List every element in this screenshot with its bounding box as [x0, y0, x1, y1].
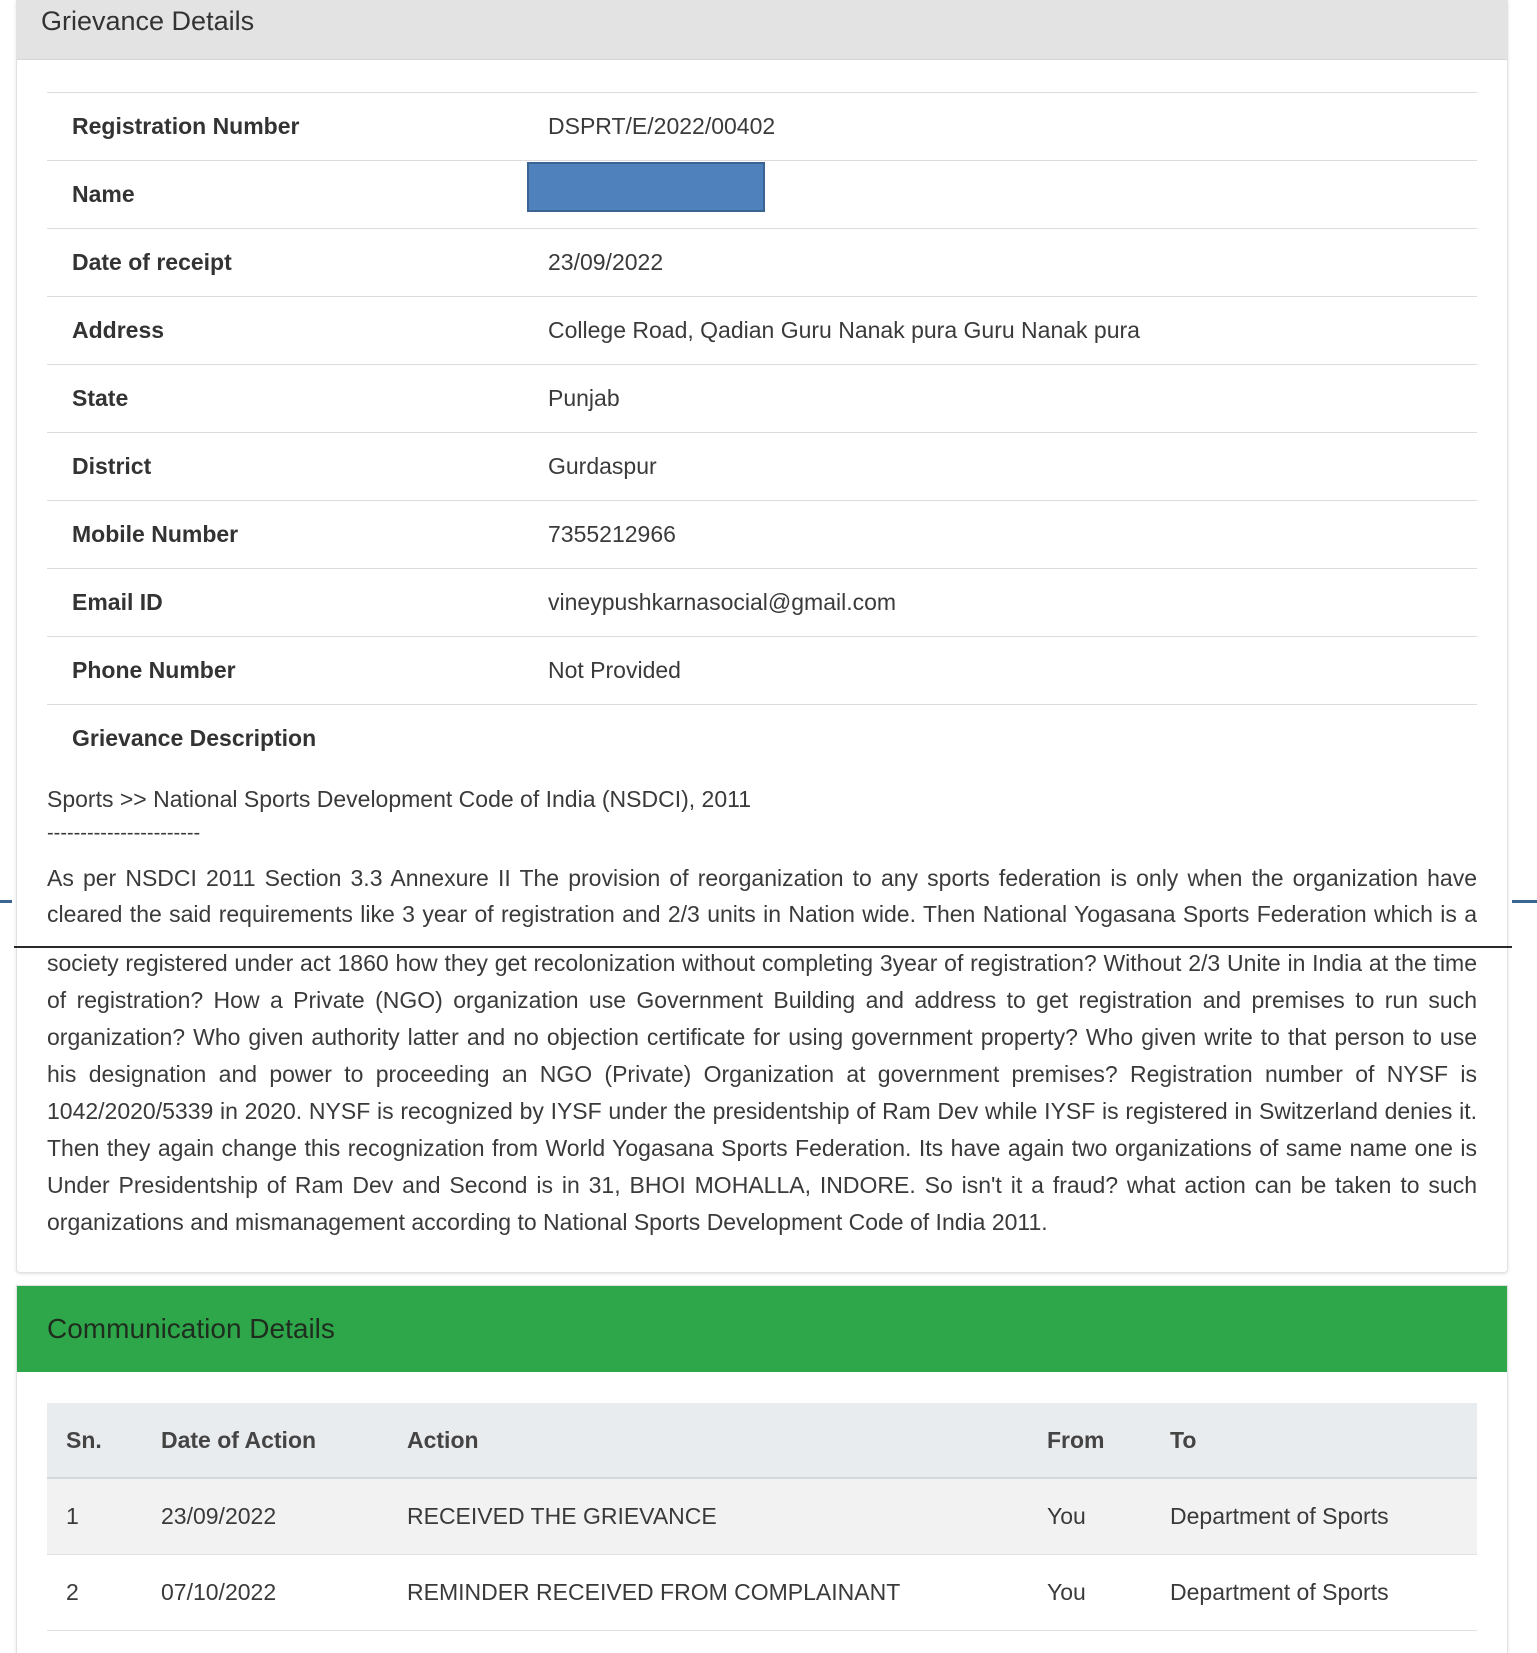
mobile-number-label: Mobile Number [72, 521, 239, 547]
edge-marker-left [0, 900, 12, 903]
name-label: Name [72, 181, 135, 207]
cell-from: You [1047, 1503, 1086, 1529]
row-email-id [47, 569, 1477, 637]
state-value: Punjab [548, 385, 620, 411]
row-mobile-number [47, 501, 1477, 569]
phone-number-value: Not Provided [548, 657, 681, 683]
cell-from: You [1047, 1579, 1086, 1605]
cell-sn: 1 [66, 1503, 79, 1529]
description-separator: ----------------------- [47, 822, 201, 844]
cell-action: REMINDER RECEIVED FROM COMPLAINANT [407, 1579, 901, 1605]
cell-date-of-action: 23/09/2022 [161, 1503, 277, 1529]
row-phone-number [47, 637, 1477, 705]
email-id-label: Email ID [72, 589, 163, 615]
row-state [47, 365, 1477, 433]
communication-table [47, 1403, 1477, 1631]
date-of-receipt-label: Date of receipt [72, 249, 232, 275]
screenshot-splice-line [14, 946, 1512, 948]
date-of-receipt-value: 23/09/2022 [548, 249, 664, 275]
email-id-value: vineypushkarnasocial@gmail.com [548, 589, 897, 615]
district-label: District [72, 453, 152, 479]
cell-action: RECEIVED THE GRIEVANCE [407, 1503, 717, 1529]
communication-details-header [17, 1286, 1507, 1372]
cell-to: Department of Sports [1170, 1503, 1389, 1529]
row-grievance-description [47, 705, 1477, 771]
district-value: Gurdaspur [548, 453, 657, 479]
table-row [47, 1479, 1477, 1555]
address-value: College Road, Qadian Guru Nanak pura Guru Nanak pura [548, 317, 1140, 343]
column-header-to: To [1170, 1426, 1197, 1453]
table-row [47, 1555, 1477, 1631]
grievance-description-text-lower: society registered under act 1860 how they get recolonization without completing 3year of registration? Without 2/3 Unite in India at the time of registration? How a Private (NGO) organization use Government Building and address to get registration and premises to run such organization? Who given authority latter and no objection certificate for using government property? Who given write to that person to use his designation and power to proceeding an NGO (Private) Organization at government premises? Registration number of NYSF is 1042/2020/5339 in 2020. NYSF is recognized by IYSF under the presidentship of Ram Dev while IYSF is registered in Switzerland denies it. Then they again change this recognization from World Yogasana Sports Federation. Its have again two organizations of same name one is Under Presidentship of Ram Dev and Second is in 31, BHOI MOHALLA, INDORE. So isn't it a fraud? what action can be taken to such organizations and mismanagement according to National Sports Development Code of India 2011. [47, 950, 1477, 1235]
grievance-details-header [17, 0, 1507, 60]
phone-number-label: Phone Number [72, 657, 236, 683]
cell-to: Department of Sports [1170, 1579, 1389, 1605]
column-header-from: From [1047, 1426, 1105, 1453]
column-header-sn: Sn. [66, 1426, 102, 1453]
communication-details-title: Communication Details [47, 1313, 335, 1344]
grievance-description-text-upper: As per NSDCI 2011 Section 3.3 Annexure II The provision of reorganization to any sports federation is only when the organization have cleared the said requirements like 3 year of registration and 2/3 units in Nation wide. Then National Yogasana Sports Federation which is a [47, 865, 1477, 927]
state-label: State [72, 385, 129, 411]
communication-details-card [16, 1285, 1508, 1653]
grievance-description-label: Grievance Description [72, 724, 317, 751]
column-header-date-of-action: Date of Action [161, 1426, 317, 1453]
cell-date-of-action: 07/10/2022 [161, 1579, 277, 1605]
name-redaction-box [527, 162, 765, 212]
registration-number-value: DSPRT/E/2022/00402 [548, 113, 776, 139]
grievance-details-title: Grievance Details [41, 6, 255, 36]
cell-sn: 2 [66, 1579, 79, 1605]
grievance-category: Sports >> National Sports Development Code of India (NSDCI), 2011 [47, 786, 751, 812]
mobile-number-value: 7355212966 [548, 521, 676, 547]
row-address [47, 297, 1477, 365]
row-registration-number [47, 93, 1477, 161]
table-header-row [47, 1403, 1477, 1479]
registration-number-label: Registration Number [72, 113, 300, 139]
edge-marker-right [1512, 900, 1537, 903]
address-label: Address [72, 317, 165, 343]
row-district [47, 433, 1477, 501]
column-header-action: Action [407, 1426, 479, 1453]
row-date-of-receipt [47, 229, 1477, 297]
